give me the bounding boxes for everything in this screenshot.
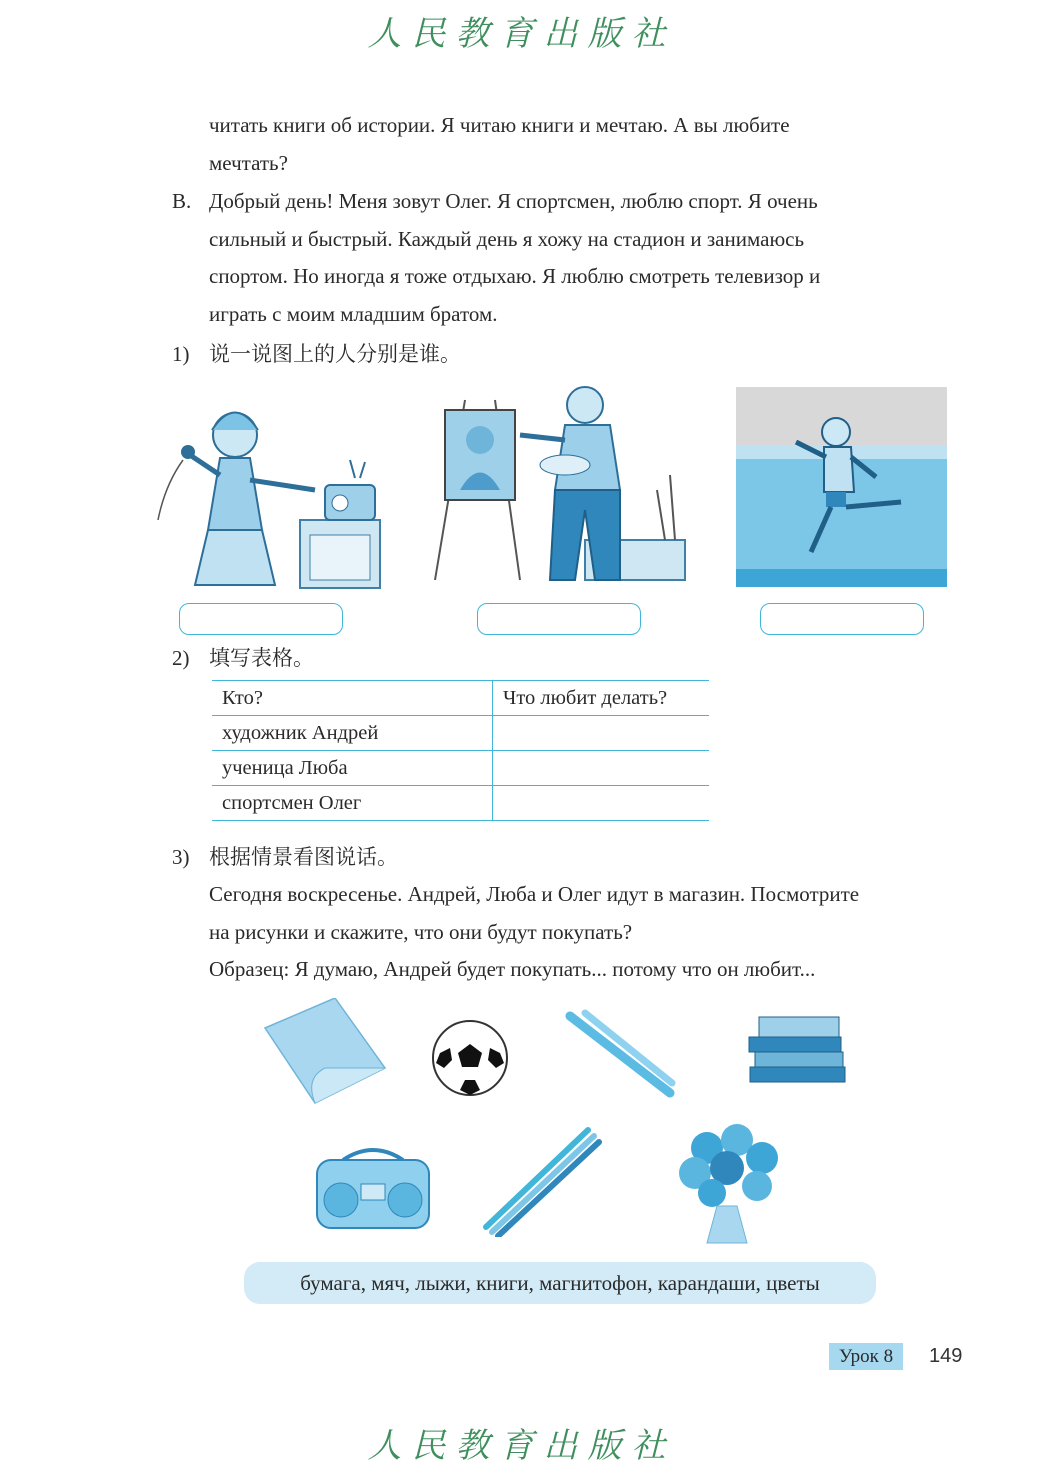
text-line: спортом. Но иногда я тоже отдыхаю. Я люблю смотреть телевизор и <box>209 264 821 288</box>
text-v-marker: В. <box>172 189 192 213</box>
row-person: ученица Люба <box>212 751 493 786</box>
skis-illustration <box>560 1008 680 1108</box>
lesson-badge: Урок 8 <box>829 1343 903 1370</box>
text-line: Сегодня воскресенье. Андрей, Люба и Олег идут в магазин. Посмотрите <box>209 882 860 906</box>
text-v-paragraph <box>209 183 953 333</box>
fill-in-table <box>212 680 709 821</box>
tape-recorder-illustration <box>313 1140 433 1232</box>
page-number: 149 <box>929 1345 963 1367</box>
flowers-illustration <box>667 1118 789 1246</box>
answer-box-3[interactable] <box>760 603 924 635</box>
text-line: Добрый день! Меня зовут Олег. Я спортсмен, люблю спорт. Я очень <box>209 189 818 213</box>
runner-illustration <box>736 387 947 587</box>
row-person: спортсмен Олег <box>212 786 493 821</box>
ball-illustration <box>430 1018 510 1098</box>
task2-number: 2) <box>172 646 190 670</box>
text-line: Образец: Я думаю, Андрей будет покупать... потому что он любит... <box>209 957 816 981</box>
task3-text <box>209 876 953 989</box>
table-row <box>212 716 709 751</box>
word-bank: бумага, мяч, лыжи, книги, магнитофон, карандаши, цветы <box>244 1262 876 1304</box>
painter-illustration <box>425 380 687 583</box>
publisher-footer: 人民教育出版社 <box>367 1426 676 1466</box>
pencils-illustration <box>478 1122 603 1237</box>
table-header-row <box>212 681 709 716</box>
task1-number: 1) <box>172 342 190 366</box>
text-line: на рисунки и скажите, что они будут покупать? <box>209 919 633 944</box>
table-row <box>212 751 709 786</box>
text-line: мечтать? <box>209 150 288 175</box>
table-row <box>212 786 709 821</box>
task2-instruction: 填写表格。 <box>209 646 314 670</box>
row-answer-cell[interactable] <box>493 716 710 751</box>
text-line: сильный и быстрый. Каждый день я хожу на стадион и занимаюсь <box>209 226 805 251</box>
task3-instruction: 根据情景看图说话。 <box>209 845 398 869</box>
column-header-likes: Что любит делать? <box>493 681 710 716</box>
girl-singing-illustration <box>150 390 382 590</box>
paper-illustration <box>255 998 387 1108</box>
answer-box-2[interactable] <box>477 603 641 635</box>
row-answer-cell[interactable] <box>493 786 710 821</box>
books-illustration <box>745 1012 850 1092</box>
row-answer-cell[interactable] <box>493 751 710 786</box>
publisher-header: 人民教育出版社 <box>367 14 676 54</box>
row-person: художник Андрей <box>212 716 493 751</box>
intro-paragraph <box>209 107 953 182</box>
task1-instruction: 说一说图上的人分别是谁。 <box>209 342 461 366</box>
text-line: играть с моим младшим братом. <box>209 301 498 326</box>
task3-number: 3) <box>172 845 190 869</box>
text-line: читать книги об истории. Я читаю книги и мечтаю. А вы любите <box>209 113 790 137</box>
column-header-who: Кто? <box>212 681 493 716</box>
answer-box-1[interactable] <box>179 603 343 635</box>
